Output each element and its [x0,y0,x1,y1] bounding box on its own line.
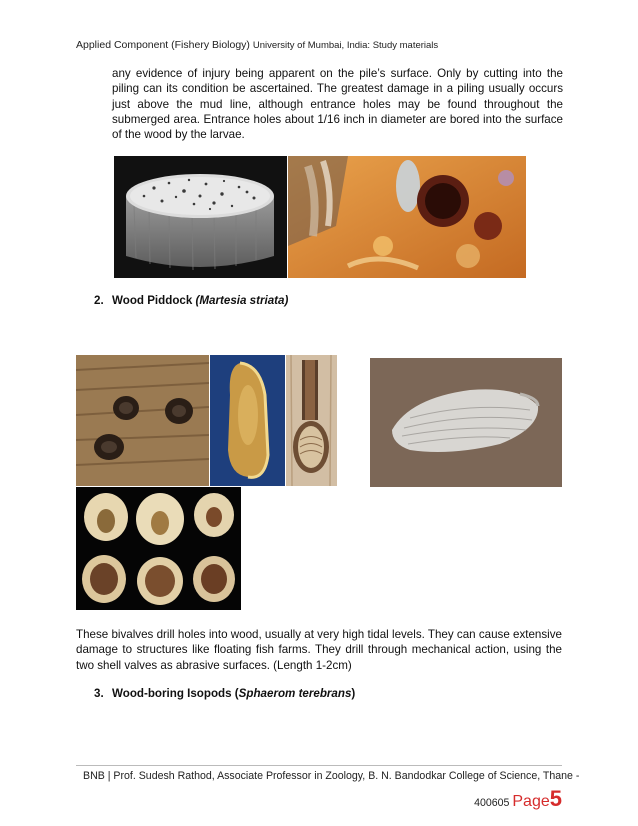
piddock-shell-photo [210,355,285,486]
section-scientific-name: (Martesia striata) [195,294,289,307]
shell-on-sand-photo [370,358,562,487]
piddock-shells-grid-photo [76,487,241,610]
section-title: Wood-boring Isopods ( [112,687,239,700]
section-heading-wood-boring-isopods [94,687,355,700]
section-number: 3. [94,687,104,700]
page-label: Page [512,793,550,810]
section-scientific-name: Sphaerom terebrans [238,687,352,700]
piddock-burrow-photo [286,355,337,486]
bored-wood-photo [114,156,287,278]
paragraph-shipworm-damage: any evidence of injury being apparent on the pile’s surface. Only by cutting into the piling can its condition be ascertained. The greatest damage in a piling usually occurs just above the mud line, although entrance holes may be found throughout the submerged area. Entrance holes about 1/16 inch in diameter are bored into the surface of the wood by the larvae. [112,67,563,142]
section-title: Wood Piddock [112,294,196,307]
paragraph-piddock-description: These bivalves drill holes into wood, usually at very high tidal levels. They can cause extensive damage to structures like floating fish farms. They drill through mechanical action, using the two shell valves as abrasive surfaces. (Length 1-2cm) [76,628,562,672]
page-number-block [474,786,562,812]
header-title: Applied Component (Fishery Biology) [76,39,250,51]
footer-divider [76,765,562,766]
section-heading-wood-piddock [94,294,288,307]
footer-postal-code: 400605 [474,797,513,809]
header-subtitle: University of Mumbai, India: Study materials [252,40,439,51]
page-header [76,39,438,51]
section-title-close: ) [351,687,356,700]
page-number: 5 [549,786,562,811]
section-number: 2. [94,294,104,307]
piddock-holes-photo [76,355,209,486]
shipworm-in-wood-photo [288,156,526,278]
footer-credit: BNB | Prof. Sudesh Rathod, Associate Professor in Zoology, B. N. Bandodkar College of Science, Thane - [83,770,580,782]
